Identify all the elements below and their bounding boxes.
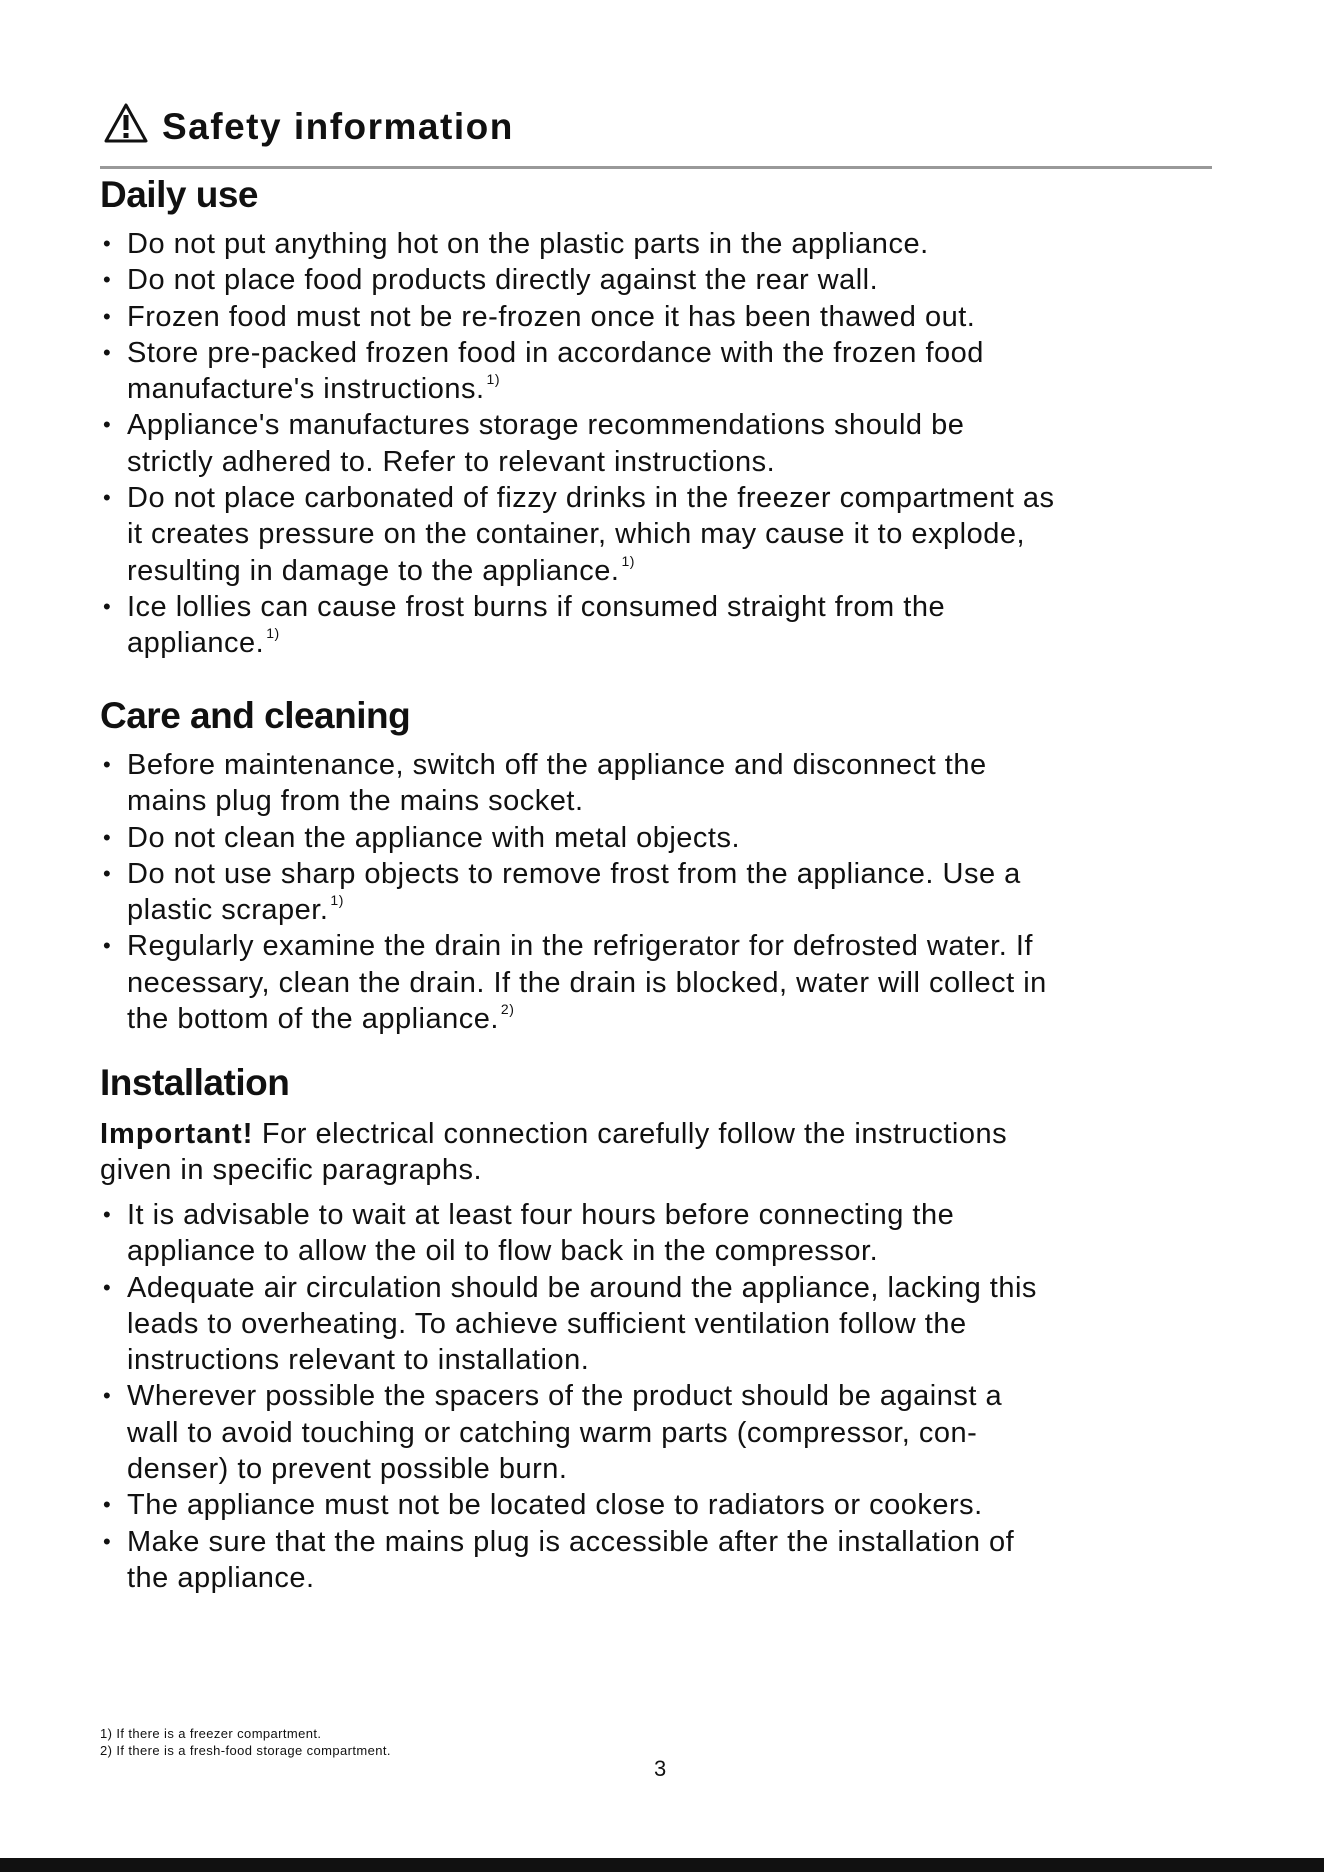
list-item	[100, 480, 1242, 589]
list-item	[100, 1197, 1242, 1270]
list-item-text: Make sure that the mains plug is accessible after the installation of the appliance.	[127, 1525, 1015, 1594]
bottom-edge-bar	[0, 1858, 1324, 1872]
list-item-text: Frozen food must not be re-frozen once it has been thawed out.	[127, 300, 976, 333]
list-item-text: Store pre-packed frozen food in accordance with the frozen food manufacture's instructions.	[127, 336, 984, 406]
list-item-text: Wherever possible the spacers of the product should be against a wall to avoid touching or catching warm parts (compressor, con- denser) to prevent possible burn.	[127, 1380, 1003, 1486]
list-item-text: Regularly examine the drain in the refrigerator for defrosted water. If necessary, clean the drain. If the drain is blocked, water will collect in the bottom of the appliance.	[127, 930, 1047, 1036]
footnote: 2) If there is a fresh-food storage compartment.	[100, 1743, 391, 1758]
important-label: Important!	[100, 1118, 254, 1150]
page-title: Safety information	[162, 106, 514, 147]
section-title-daily-use: Daily use	[100, 174, 258, 215]
list-item	[100, 1487, 1242, 1523]
list-item	[100, 299, 1242, 335]
list-item	[100, 407, 1242, 480]
daily-use-list	[100, 226, 1242, 662]
footnote-ref: 2)	[500, 1001, 515, 1018]
list-item	[100, 335, 1242, 408]
footnote-ref: 1)	[330, 892, 344, 909]
list-item	[100, 820, 1242, 856]
bullet-icon: •	[103, 593, 112, 619]
bullet-icon: •	[103, 267, 112, 293]
care-and-cleaning-list	[100, 747, 1242, 1037]
bullet-icon: •	[103, 485, 112, 511]
list-item	[100, 262, 1242, 298]
list-item	[100, 589, 1242, 662]
page-number: 3	[654, 1756, 667, 1781]
list-item-text: The appliance must not be located close to radiators or cookers.	[127, 1489, 983, 1522]
list-item-text: Appliance's manufactures storage recommendations should be strictly adhered to. Refer to relevant instructions.	[127, 409, 965, 478]
bullet-icon: •	[103, 933, 112, 959]
bullet-icon: •	[103, 824, 112, 850]
list-item	[100, 226, 1242, 262]
list-item-text: Do not clean the appliance with metal objects.	[127, 821, 741, 854]
section-title-installation: Installation	[100, 1062, 290, 1103]
footnotes	[100, 1725, 391, 1759]
installation-intro	[100, 1116, 1215, 1189]
list-item-text: Ice lollies can cause frost burns if consumed straight from the appliance.	[127, 590, 946, 660]
page-header	[100, 98, 1212, 169]
bullet-icon: •	[103, 752, 112, 777]
footnote-ref: 1)	[621, 552, 635, 569]
bullet-icon: •	[103, 1528, 112, 1554]
footnote-ref: 1)	[486, 371, 500, 388]
bullet-icon: •	[103, 1202, 112, 1227]
list-item-text: Do not use sharp objects to remove frost from the appliance. Use a plastic scraper.	[127, 857, 1021, 927]
list-item-text: Before maintenance, switch off the appliance and disconnect the mains plug from the mains socket.	[127, 749, 987, 818]
bullet-icon: •	[103, 231, 112, 256]
section-title-care-and-cleaning: Care and cleaning	[100, 695, 411, 736]
list-item	[100, 1270, 1242, 1379]
bullet-icon: •	[103, 1274, 112, 1300]
list-item-text: Do not place carbonated of fizzy drinks in the freezer compartment as it creates pressure on the container, which may cause it to explode, resulting in damage to the appliance.	[127, 482, 1055, 587]
list-item	[100, 856, 1242, 929]
list-item	[100, 1378, 1242, 1487]
list-item	[100, 1524, 1242, 1597]
footnote-ref: 1)	[266, 625, 280, 642]
bullet-icon: •	[103, 412, 112, 438]
bullet-icon: •	[103, 1492, 112, 1518]
list-item-text: It is advisable to wait at least four hours before connecting the appliance to allow the oil to flow back in the compressor.	[127, 1199, 955, 1268]
bullet-icon: •	[103, 860, 112, 886]
list-item	[100, 747, 1242, 820]
list-item-text: Do not place food products directly against the rear wall.	[127, 264, 879, 297]
list-item-text: Adequate air circulation should be around the appliance, lacking this leads to overheating. To achieve sufficient ventilation follow the instructions relevant to installation.	[127, 1271, 1037, 1377]
list-item-text: Do not put anything hot on the plastic parts in the appliance.	[127, 228, 929, 260]
bullet-icon: •	[103, 1383, 112, 1409]
warning-triangle-icon	[103, 102, 149, 144]
list-item	[100, 928, 1242, 1037]
footnote: 1) If there is a freezer compartment.	[100, 1726, 322, 1741]
bullet-icon: •	[103, 303, 112, 329]
bullet-icon: •	[103, 339, 112, 365]
installation-list	[100, 1197, 1242, 1596]
installation-intro-text: For electrical connection carefully follow the instructions given in specific paragraphs.	[100, 1118, 1008, 1187]
